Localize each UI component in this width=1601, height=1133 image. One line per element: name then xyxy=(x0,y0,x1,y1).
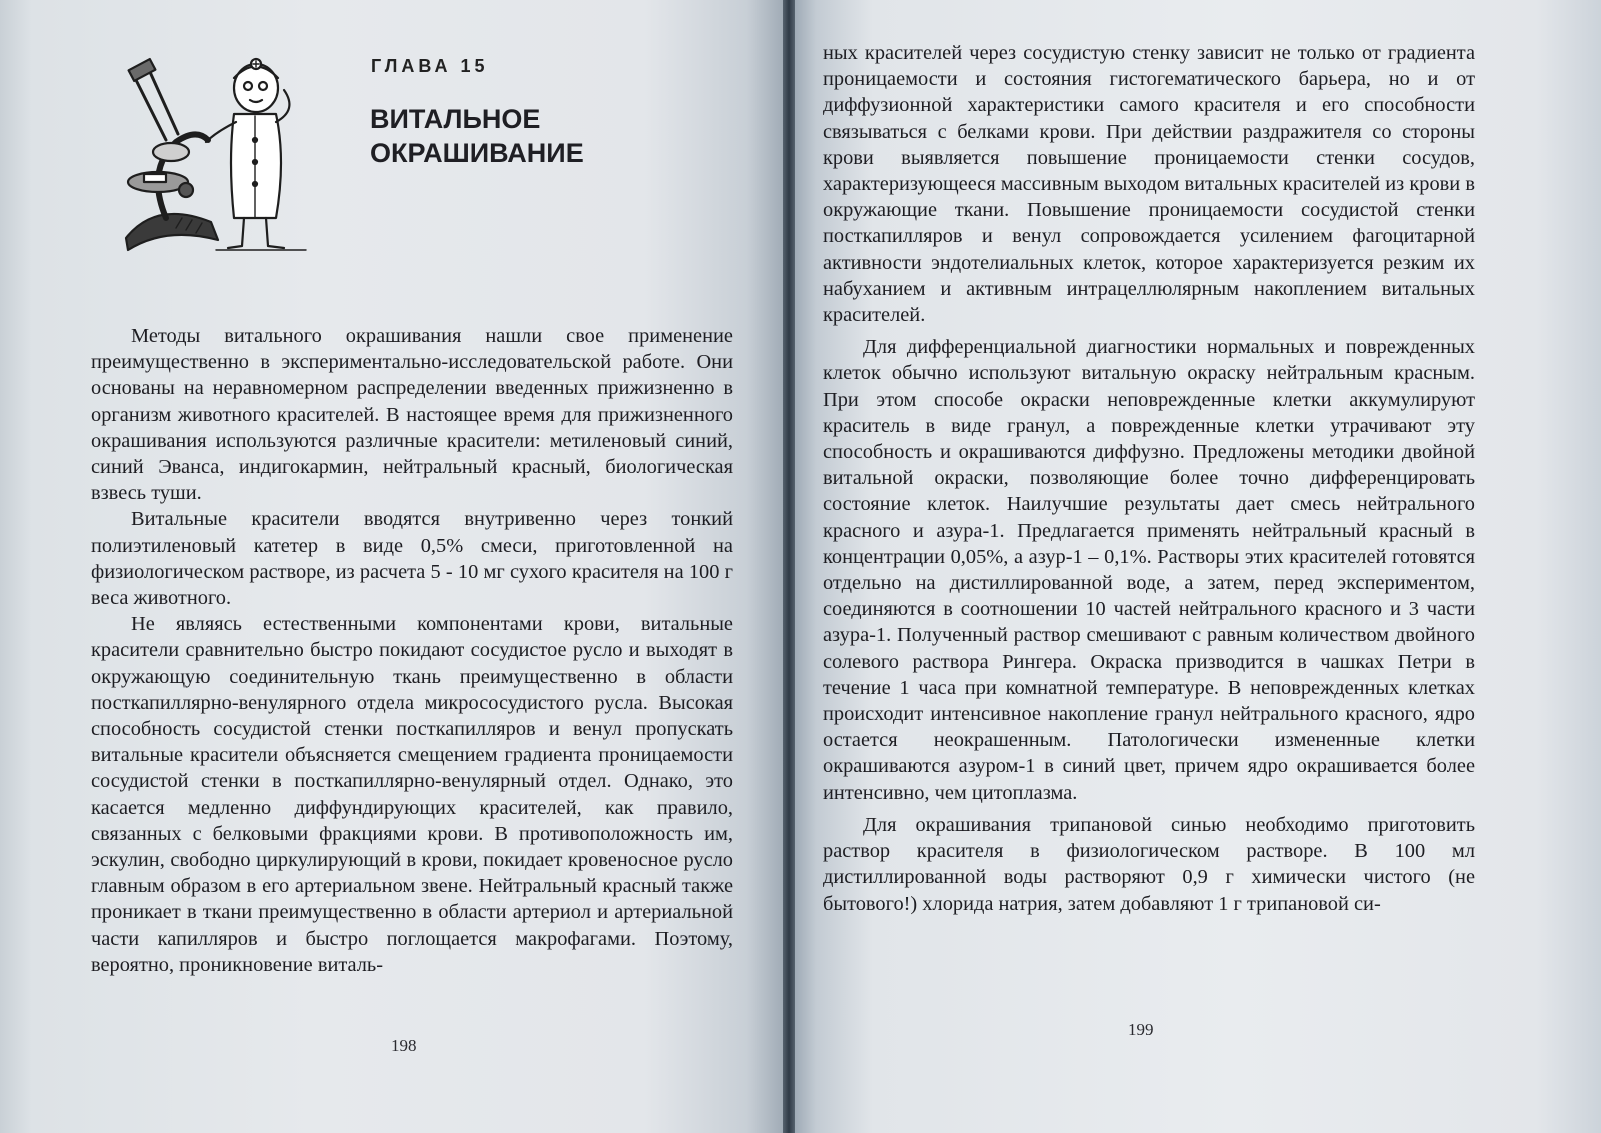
chapter-title: ВИТАЛЬНОЕ ОКРАШИВАНИЕ xyxy=(370,104,584,168)
right-page-body xyxy=(823,40,1475,917)
doctor-with-microscope-icon xyxy=(116,50,316,255)
page-number-left: 198 xyxy=(391,1036,417,1055)
book-gutter xyxy=(783,0,795,1133)
paragraph: Витальные красители вводятся внутривенно через тонкий полиэтиленовый катетер в виде 0,5% смеси, приготовленной на физиологическом растворе, из расчета 5 - 10 мг сухого красителя на 100 г веса животного. xyxy=(91,508,733,610)
left-page xyxy=(0,0,786,1133)
left-page-body xyxy=(91,323,733,978)
paragraph: ных красителей через сосудистую стенку зависит не только от градиента проницаемости и состояния гистогематического барьера, но и от диффузионной характеристики самого красителя и его способности связываться с белками крови. При действии раздражителя со стороны крови выявляется повышение проницаемости стенки сосудов, характеризующееся массивным выходом витальных красителей из крови в окружающие ткани. Повышение проницаемости сосудистой стенки посткапилляров и венул сопровождается усилением фагоцитарной активности эндотелиальных клеток, которое характеризуется резким их набуханием и активным интрацеллюлярным накоплением витальных красителей. xyxy=(823,42,1475,327)
paragraph: Для дифференциальной диагностики нормальных и поврежденных клеток обычно используют витальную окраску нейтральным красным. При этом способе окраски неповрежденные клетки аккумулируют краситель в виде гранул, а поврежденные клетки утрачивают эту способность и окрашиваются диффузно. Предложены методики двойной витальной окраски, позволяющие более точно дифференцировать состояние клеток. Наилучшие результаты дает смесь нейтрального красного и азура-1. Предлагается применять нейтральный красный в концентрации 0,05%, а азур-1 – 0,1%. Растворы этих красителей готовятся отдельно на дистиллированной воде, а затем, перед экспериментом, соединяются в соотношении 10 частей нейтрального красного и 3 части азура-1. Полученный раствор смешивают с равным количеством двойного солевого раствора Рингера. Окраска призводится в чашках Петри в течение 1 часа при комнатной температуре. В неповрежденных клетках происходит интенсивное накопление гранул нейтрального красного, ядро остается неокрашенным. Патологически измененные клетки окрашиваются азуром-1 в синий цвет, причем ядро окрашивается более интенсивно, чем цитоплазма. xyxy=(823,336,1475,804)
right-page xyxy=(792,0,1601,1133)
page-number-right: 199 xyxy=(1128,1020,1154,1039)
paragraph: Не являясь естественными компонентами крови, витальные красители сравнительно быстро покидают сосудистое русло и выходят в окружающую соединительную ткань преимущественно в области посткапиллярно-венулярного отдела микрососудистого русла. Высокая способность сосудистой стенки посткапилляров и венул пропускать витальные красители объясняется смещением градиента проницаемости сосудистой стенки в посткапиллярно-венулярный отдел. Однако, это касается медленно диффундирующих красителей, как правило, связанных с белковыми фракциями крови. В противоположность им, эскулин, свободно циркулирующий в крови, покидает кровеносное русло главным образом в его артериальном звене. Нейтральный красный также проникает в ткани преимущественно в области артериол и артериальной части капилляров и быстро поглощается макрофагами. Поэтому, вероятно, проникновение виталь- xyxy=(91,613,733,976)
paragraph: Для окрашивания трипановой синью необходимо приготовить раствор красителя в физиологическом растворе. В 100 мл дистиллированной воды растворяют 0,9 г химически чистого (не бытового!) хлорида натрия, затем добавляют 1 г трипановой си- xyxy=(823,813,1475,915)
chapter-label: ГЛАВА 15 xyxy=(371,56,489,76)
paragraph: Методы витального окрашивания нашли свое применение преимущественно в экспериментально-исследовательской работе. Они основаны на неравномерном распределении введенных прижизненно в организм животного красителей. В настоящее время для прижизненного окрашивания используются различные красители: метиленовый синий, синий Эванса, индигокармин, нейтральный красный, биологическая взвесь туши. xyxy=(91,325,733,505)
